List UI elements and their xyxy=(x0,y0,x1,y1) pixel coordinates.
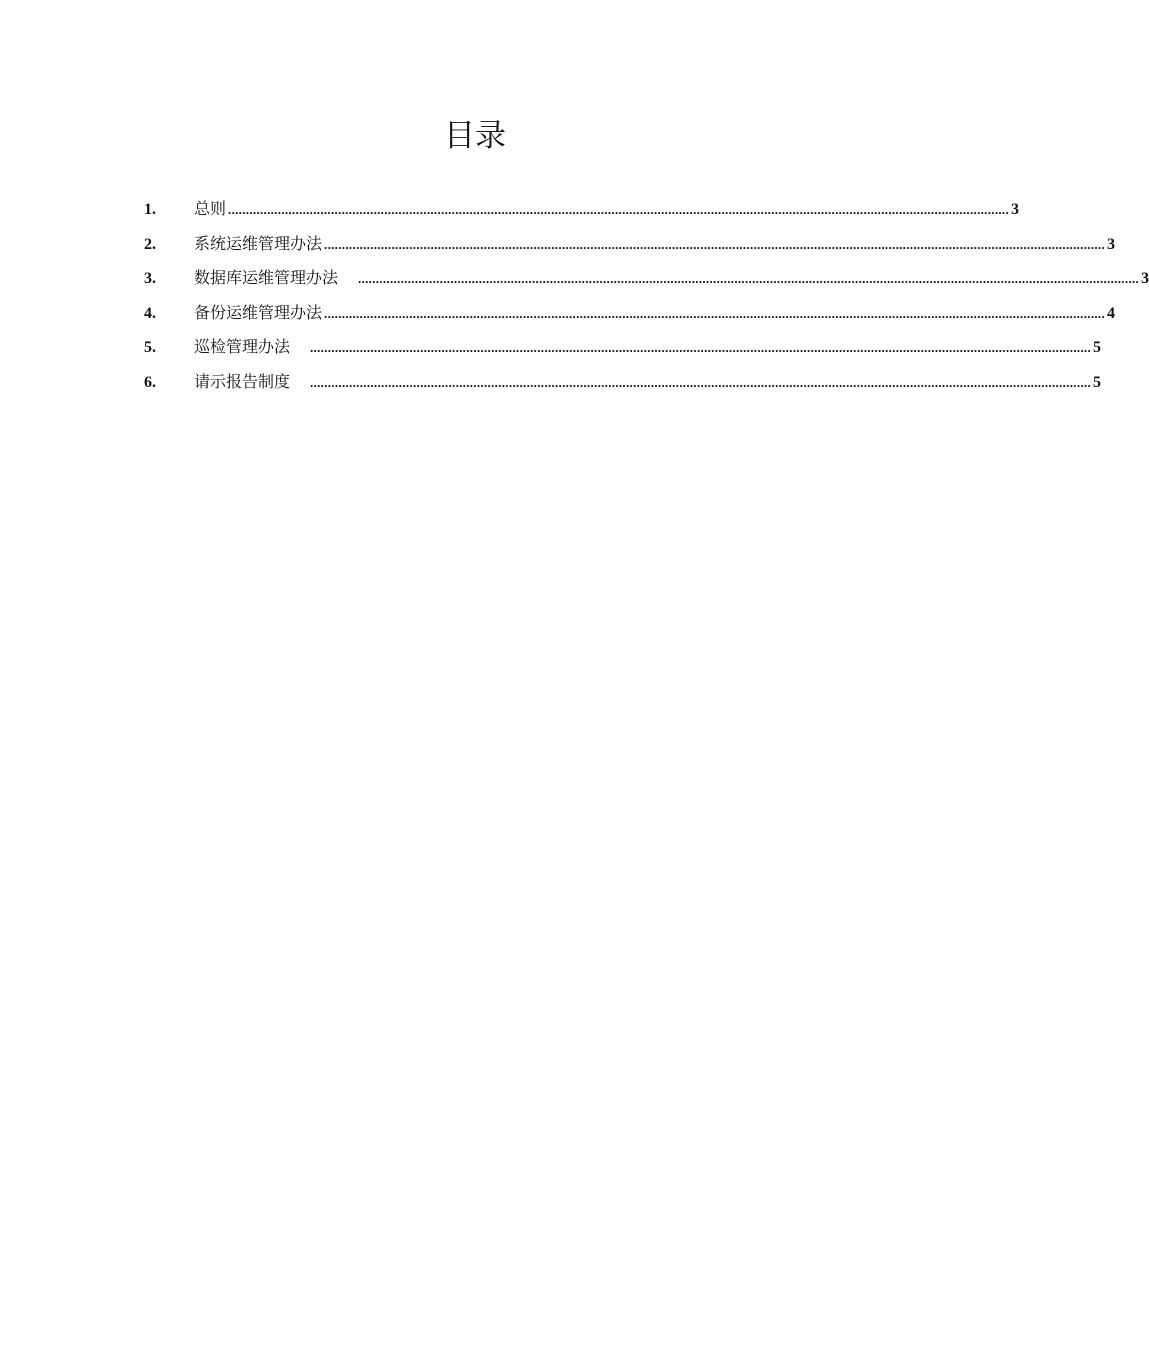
toc-dot-leader: ............................................................................................................................................................................................................................ xyxy=(324,236,1106,252)
toc-entry-number: 6. xyxy=(144,373,156,391)
toc-entry-page: 3 xyxy=(1141,270,1149,288)
toc-entry[interactable] xyxy=(144,333,1102,368)
toc-entry[interactable] xyxy=(144,299,1116,334)
toc-entry-text: 巡检管理办法 xyxy=(194,337,291,357)
toc-dot-leader: ............................................................................................................................................................................................................................ xyxy=(310,340,1092,356)
toc-entry-text: 系统运维管理办法 xyxy=(194,233,323,253)
toc-entry[interactable] xyxy=(144,195,1020,230)
toc-entry-text: 数据库运维管理办法 xyxy=(194,268,339,288)
toc-entry-page: 3 xyxy=(1107,235,1116,253)
toc-entry[interactable] xyxy=(144,264,1149,299)
toc-entry-page: 5 xyxy=(1093,373,1102,391)
toc-dot-leader: ............................................................................................................................................................................................................................ xyxy=(358,271,1140,287)
toc-entry[interactable] xyxy=(144,230,1116,265)
toc-entry-number: 3. xyxy=(144,270,156,288)
table-of-contents xyxy=(144,195,1149,403)
toc-entry-number: 4. xyxy=(144,304,156,322)
toc-entry-number: 2. xyxy=(144,235,156,253)
toc-title: 目录 xyxy=(444,118,506,154)
toc-dot-leader: ............................................................................................................................................................................................................................ xyxy=(228,202,1010,217)
toc-entry-number: 5. xyxy=(144,339,156,357)
toc-entry-page: 5 xyxy=(1093,339,1102,357)
toc-entry-text: 总则 xyxy=(194,199,227,218)
toc-entry-page: 3 xyxy=(1011,201,1020,218)
toc-entry-number: 1. xyxy=(144,201,156,218)
toc-entry-text: 备份运维管理办法 xyxy=(194,302,323,322)
toc-entry-page: 4 xyxy=(1107,304,1116,322)
toc-dot-leader: ............................................................................................................................................................................................................................ xyxy=(310,374,1092,390)
toc-entry[interactable] xyxy=(144,368,1102,403)
toc-entry-text: 请示报告制度 xyxy=(194,371,291,391)
toc-dot-leader: ............................................................................................................................................................................................................................ xyxy=(324,305,1106,321)
